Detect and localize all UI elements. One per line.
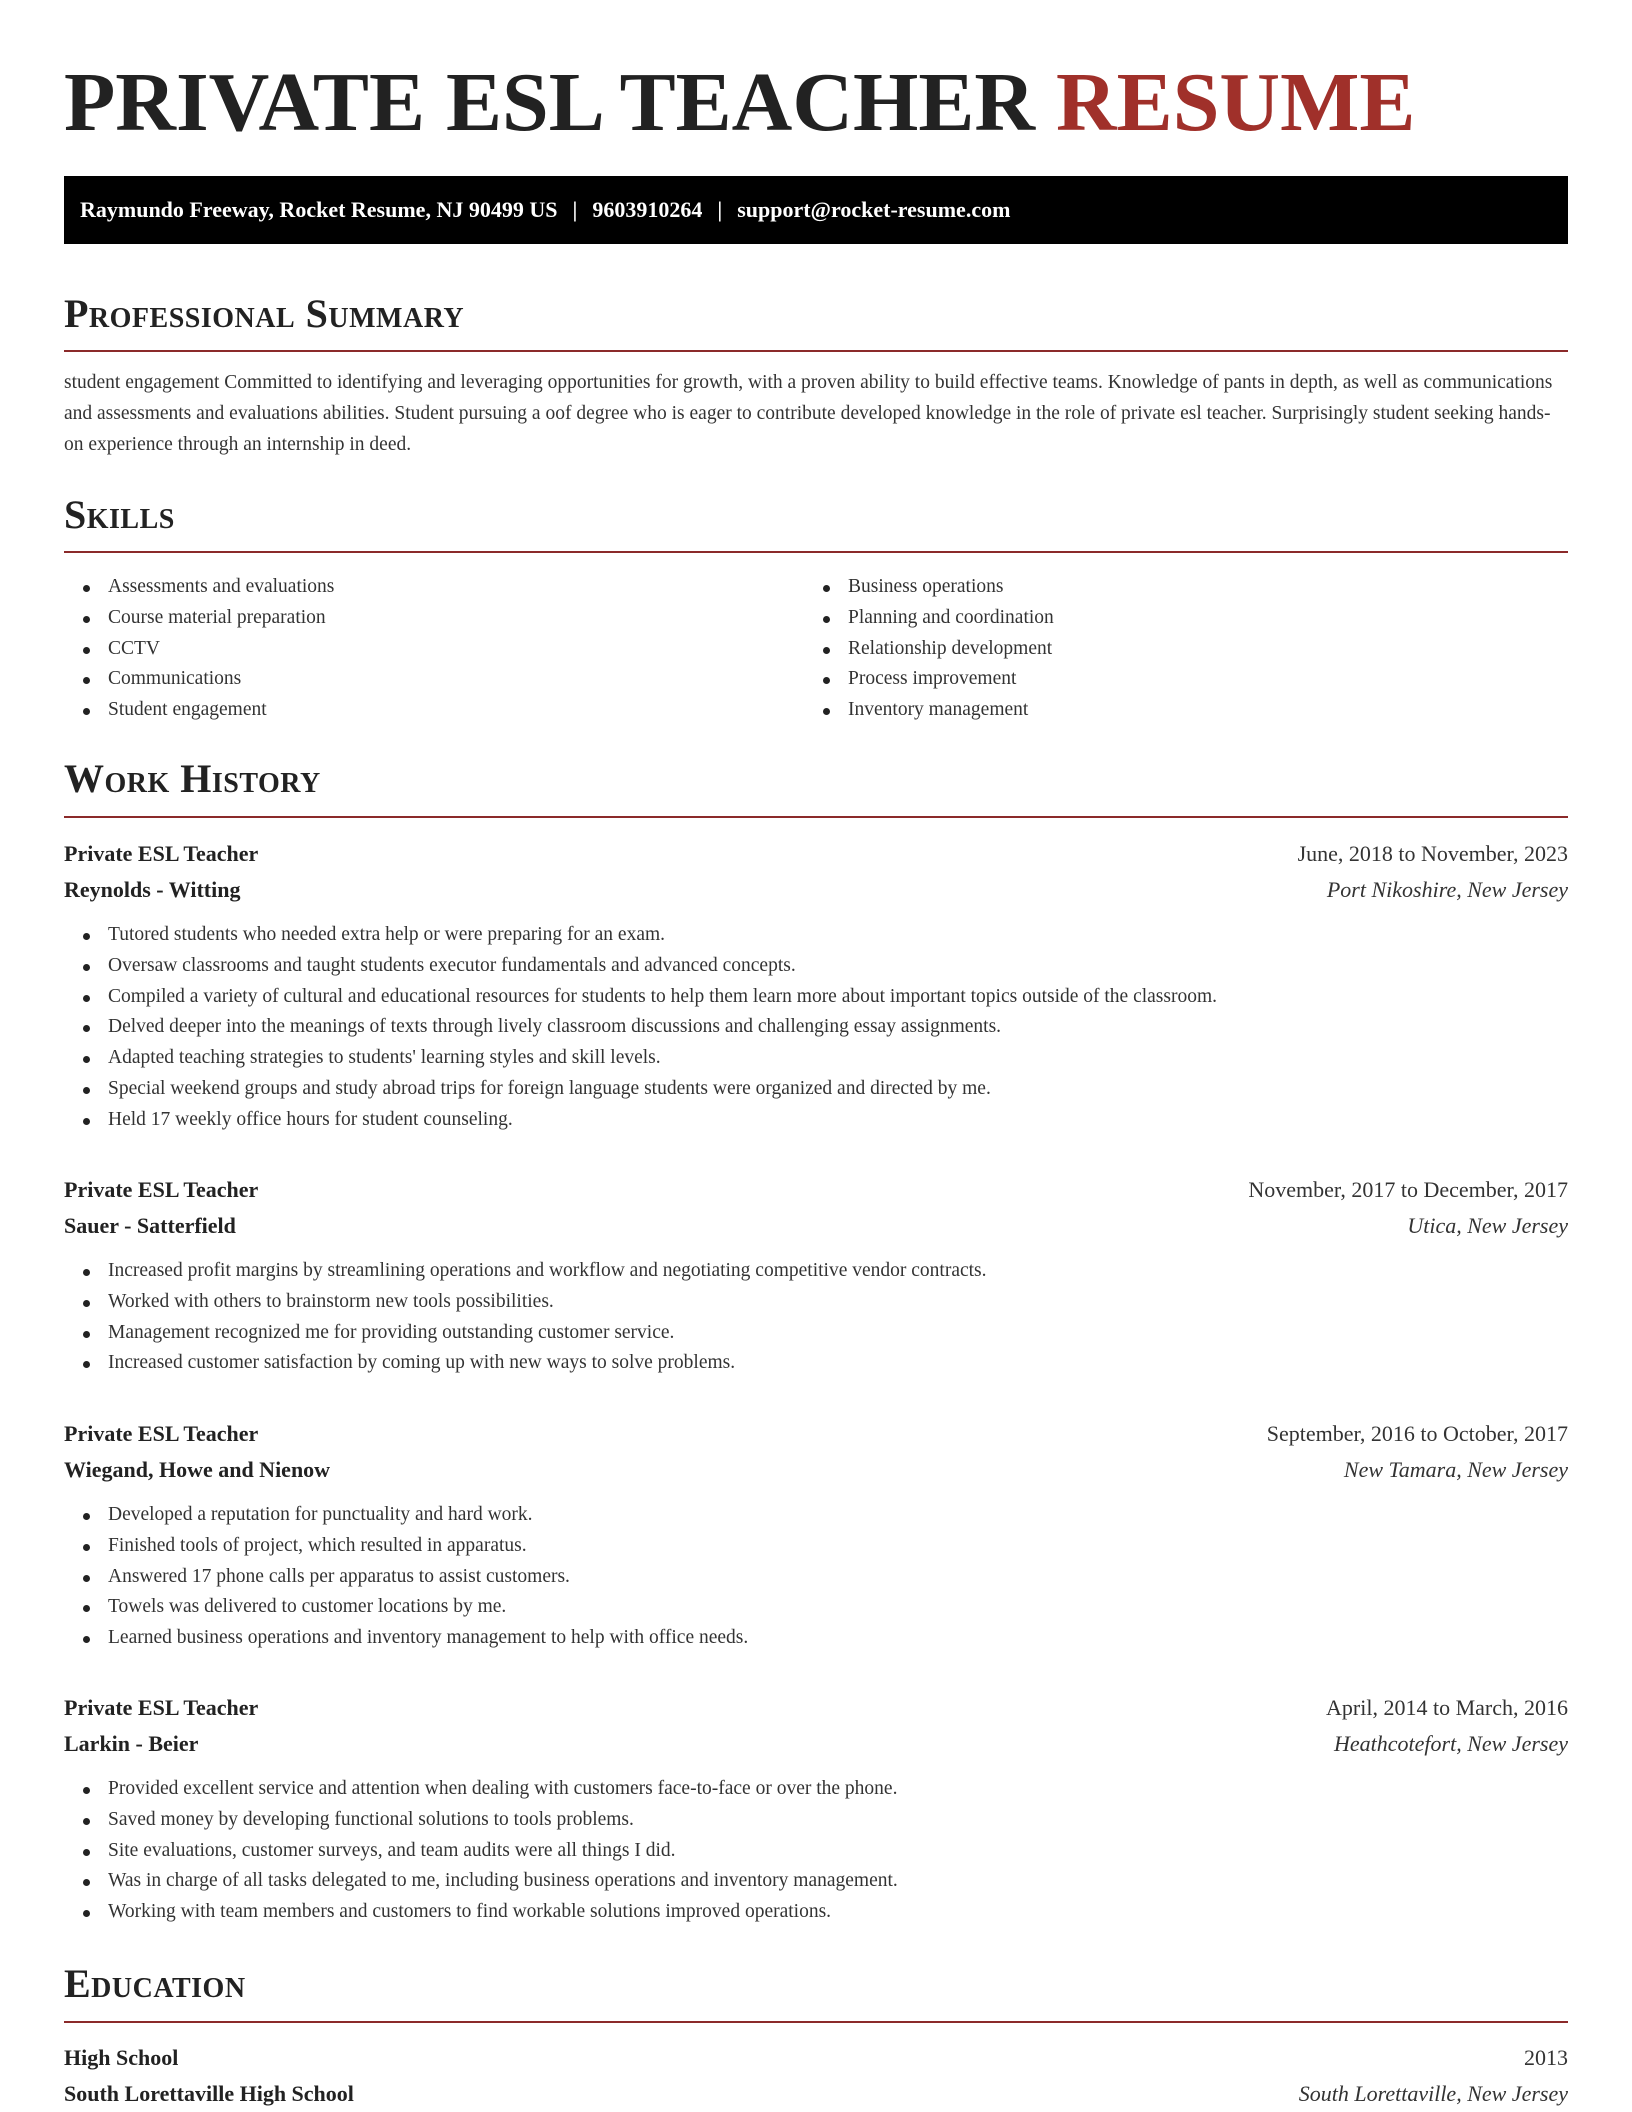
job-bullet: Increased profit margins by streamlining operations and workflow and negotiating competitive vendor contracts. bbox=[64, 1256, 1568, 1287]
job-title: Private ESL Teacher bbox=[64, 841, 259, 866]
job-title: Private ESL Teacher bbox=[64, 1695, 259, 1720]
job-dates: November, 2017 to December, 2017 bbox=[1248, 1177, 1568, 1202]
job-company-row bbox=[64, 1208, 1568, 1244]
job-company: Reynolds - Witting bbox=[64, 877, 241, 902]
skill-item: Relationship development bbox=[804, 634, 1504, 665]
job-location: New Tamara, New Jersey bbox=[1343, 1457, 1568, 1482]
summary-text: student engagement Committed to identifying and leveraging opportunities for growth, with a proven ability to build effective teams. Knowledge of pants in depth, as well as communications and assessments and evaluations abilities. Student pursuing a oof degree who is eager to contribute developed knowledge in the role of private esl teacher. Surprisingly student seeking hands-on experience through an internship in deed. bbox=[64, 372, 1553, 455]
job-dates: April, 2014 to March, 2016 bbox=[1326, 1695, 1568, 1720]
job-header-row bbox=[64, 1690, 1568, 1726]
job-dates: September, 2016 to October, 2017 bbox=[1266, 1421, 1568, 1446]
job-company: Wiegand, Howe and Nienow bbox=[64, 1457, 331, 1482]
job-bullet: Developed a reputation for punctuality and hard work. bbox=[64, 1500, 1568, 1531]
job-dates: June, 2018 to November, 2023 bbox=[1297, 841, 1568, 866]
job-company-row bbox=[64, 1452, 1568, 1488]
job-bullet: Delved deeper into the meanings of texts through lively classroom discussions and challenging essay assignments. bbox=[64, 1012, 1568, 1043]
job-bullet: Finished tools of project, which resulted in apparatus. bbox=[64, 1531, 1568, 1562]
job-bullet: Management recognized me for providing outstanding customer service. bbox=[64, 1318, 1568, 1349]
section-divider bbox=[64, 2021, 1568, 2023]
work-history-heading: Work History bbox=[64, 756, 321, 801]
job-title: Private ESL Teacher bbox=[64, 1177, 259, 1202]
job-bullet: Increased customer satisfaction by coming up with new ways to solve problems. bbox=[64, 1348, 1568, 1379]
title-accent: RESUME bbox=[1056, 56, 1416, 149]
skills-heading: Skills bbox=[64, 492, 175, 537]
job-bullet: Worked with others to brainstorm new tools possibilities. bbox=[64, 1287, 1568, 1318]
job-bullet: Answered 17 phone calls per apparatus to assist customers. bbox=[64, 1562, 1568, 1593]
resume-title bbox=[64, 55, 1415, 151]
skill-item: Assessments and evaluations bbox=[64, 572, 764, 603]
title-main: PRIVATE ESL TEACHER bbox=[64, 56, 1036, 149]
job-company-row bbox=[64, 872, 1568, 908]
job-bullet: Saved money by developing functional solutions to tools problems. bbox=[64, 1805, 1568, 1836]
job-bullets bbox=[64, 1256, 1568, 1379]
education-location: South Lorettaville, New Jersey bbox=[1298, 2081, 1568, 2106]
education-school-row bbox=[64, 2076, 1568, 2112]
job-bullet: Towels was delivered to customer locations by me. bbox=[64, 1592, 1568, 1623]
job-bullet: Working with team members and customers to find workable solutions improved operations. bbox=[64, 1897, 1568, 1928]
job-title: Private ESL Teacher bbox=[64, 1421, 259, 1446]
job-bullet: Held 17 weekly office hours for student counseling. bbox=[64, 1105, 1568, 1136]
job-bullet: Compiled a variety of cultural and educational resources for students to help them learn more about important topics outside of the classroom. bbox=[64, 982, 1568, 1013]
contact-address: Raymundo Freeway, Rocket Resume, NJ 90499 US bbox=[80, 197, 558, 222]
job-bullet: Tutored students who needed extra help or were preparing for an exam. bbox=[64, 920, 1568, 951]
skill-item: Inventory management bbox=[804, 695, 1504, 726]
job-bullet: Provided excellent service and attention when dealing with customers face-to-face or over the phone. bbox=[64, 1774, 1568, 1805]
education-header-row bbox=[64, 2040, 1568, 2076]
job-header-row bbox=[64, 836, 1568, 872]
job-bullets bbox=[64, 1774, 1568, 1928]
education-school: South Lorettaville High School bbox=[64, 2081, 354, 2106]
job-entry bbox=[64, 1690, 1568, 1928]
skill-item: Planning and coordination bbox=[804, 603, 1504, 634]
job-bullet: Oversaw classrooms and taught students executor fundamentals and advanced concepts. bbox=[64, 951, 1568, 982]
skill-item: Communications bbox=[64, 664, 764, 695]
job-bullets bbox=[64, 1500, 1568, 1654]
skills-column-right bbox=[804, 572, 1504, 726]
skill-item: Business operations bbox=[804, 572, 1504, 603]
job-entry bbox=[64, 836, 1568, 1136]
contact-bar bbox=[64, 176, 1568, 244]
education-heading: Education bbox=[64, 1961, 246, 2006]
job-header-row bbox=[64, 1416, 1568, 1452]
job-bullet: Learned business operations and inventory management to help with office needs. bbox=[64, 1623, 1568, 1654]
job-bullets bbox=[64, 920, 1568, 1136]
education-entry bbox=[64, 2040, 1568, 2112]
job-bullet: Was in charge of all tasks delegated to me, including business operations and inventory management. bbox=[64, 1866, 1568, 1897]
section-divider bbox=[64, 551, 1568, 553]
contact-separator: | bbox=[572, 197, 578, 222]
skill-item: Process improvement bbox=[804, 664, 1504, 695]
job-company: Larkin - Beier bbox=[64, 1731, 199, 1756]
skill-item: Student engagement bbox=[64, 695, 764, 726]
job-location: Utica, New Jersey bbox=[1407, 1213, 1568, 1238]
skills-list-left bbox=[64, 572, 764, 726]
section-divider bbox=[64, 816, 1568, 818]
job-bullet: Site evaluations, customer surveys, and team audits were all things I did. bbox=[64, 1836, 1568, 1867]
skill-item: Course material preparation bbox=[64, 603, 764, 634]
skill-item: CCTV bbox=[64, 634, 764, 665]
job-entry bbox=[64, 1416, 1568, 1654]
job-bullet: Special weekend groups and study abroad trips for foreign language students were organized and directed by me. bbox=[64, 1074, 1568, 1105]
skills-column-left bbox=[64, 572, 764, 726]
contact-phone[interactable]: 9603910264 bbox=[592, 197, 703, 222]
education-degree: High School bbox=[64, 2045, 179, 2070]
summary-heading: Professional Summary bbox=[64, 291, 465, 336]
contact-separator: | bbox=[717, 197, 723, 222]
section-divider bbox=[64, 350, 1568, 352]
education-year: 2013 bbox=[1524, 2045, 1568, 2070]
job-location: Port Nikoshire, New Jersey bbox=[1326, 877, 1568, 902]
job-bullet: Adapted teaching strategies to students' learning styles and skill levels. bbox=[64, 1043, 1568, 1074]
contact-email[interactable]: support@rocket-resume.com bbox=[737, 197, 1011, 222]
job-location: Heathcotefort, New Jersey bbox=[1334, 1731, 1568, 1756]
job-header-row bbox=[64, 1172, 1568, 1208]
job-company-row bbox=[64, 1726, 1568, 1762]
skills-list-right bbox=[804, 572, 1504, 726]
job-company: Sauer - Satterfield bbox=[64, 1213, 236, 1238]
job-entry bbox=[64, 1172, 1568, 1379]
